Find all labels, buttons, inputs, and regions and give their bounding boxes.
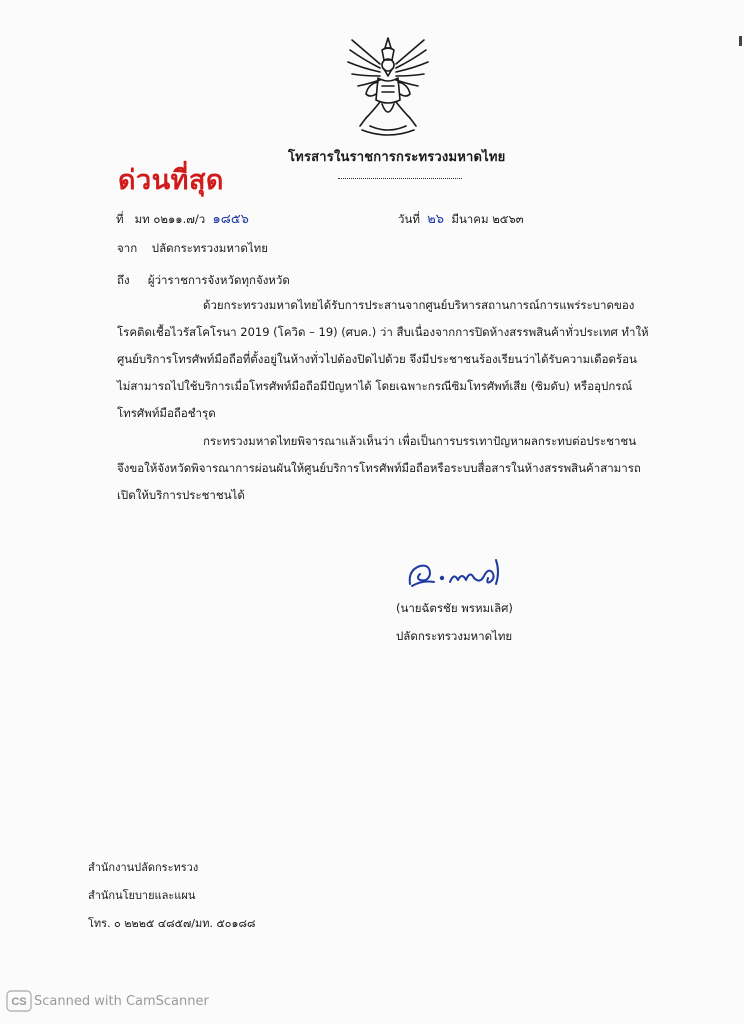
to-value: ผู้ว่าราชการจังหวัดทุกจังหวัด — [147, 273, 290, 287]
handwritten-signature-icon — [404, 556, 516, 590]
camscanner-logo-icon — [6, 990, 32, 1012]
paragraph-line: โทรศัพท์มือถือชำรุด — [117, 406, 216, 420]
reference-line — [116, 208, 249, 229]
document-title: โทรสารในราชการกระทรวงมหาดไทย — [288, 150, 506, 165]
paragraph-line: ไม่สามารถไปใช้บริการเมื่อโทรศัพท์มือถือมีปัญหาได้ โดยเฉพาะกรณีซิมโทรศัพท์เสีย (ซิมดับ) หรืออุปกรณ์ — [117, 379, 633, 393]
paragraph-line: ด้วยกระทรวงมหาดไทยได้รับการประสานจากศูนย์บริหารสถานการณ์การแพร่ระบาดของ — [203, 298, 635, 312]
garuda-emblem-icon — [342, 34, 434, 138]
from-line — [117, 240, 268, 258]
body-paragraph-1 — [117, 292, 693, 427]
signatory-name: (นายฉัตรชัย พรหมเลิศ) — [396, 601, 513, 615]
paragraph-line: เปิดให้บริการประชาชนได้ — [117, 488, 245, 502]
urgent-stamp: ด่วนที่สุด — [118, 165, 224, 196]
signatory-position: ปลัดกระทรวงมหาดไทย — [396, 629, 513, 643]
date-month-year: มีนาคม ๒๕๖๓ — [451, 212, 524, 226]
scan-edge-mark — [739, 36, 742, 46]
reference-label: ที่ — [116, 212, 124, 226]
date-label: วันที่ — [398, 212, 420, 226]
paragraph-line: ศูนย์บริการโทรศัพท์มือถือที่ตั้งอยู่ในห้างทั่วไปต้องปิดไปด้วย จึงมีประชาชนร้องเรียนว่าได้รับความเดือดร้อน — [117, 352, 637, 366]
title-dotted-line — [338, 172, 462, 179]
footer-office: สำนักงานปลัดกระทรวง — [88, 861, 199, 874]
camscanner-logo-text: CS — [11, 996, 27, 1008]
camscanner-watermark: Scanned with CamScanner — [34, 994, 209, 1009]
from-label: จาก — [117, 241, 138, 255]
to-label: ถึง — [117, 273, 130, 287]
date-line — [398, 208, 524, 229]
to-line — [117, 272, 290, 290]
from-value: ปลัดกระทรวงมหาดไทย — [151, 241, 268, 255]
body-paragraph-2 — [117, 428, 693, 509]
paragraph-line: โรคติดเชื้อไวรัสโคโรนา 2019 (โควิด – 19) (ศบค.) ว่า สืบเนื่องจากการปิดห้างสรรพสินค้าทั่วประเทศ ทำให้ — [117, 325, 649, 339]
footer-phone: โทร. ๐ ๒๒๒๕ ๔๘๕๗/มท. ๕๐๑๘๘ — [88, 917, 256, 930]
footer-division: สำนักนโยบายและแผน — [88, 889, 196, 902]
date-day-handwritten: ๒๖ — [427, 212, 445, 227]
reference-number-handwritten: ๑๘๕๖ — [212, 212, 249, 227]
reference-number: มท ๐๒๑๑.๗/ว — [134, 212, 206, 226]
paragraph-line: จึงขอให้จังหวัดพิจารณาการผ่อนผันให้ศูนย์บริการโทรศัพท์มือถือหรือระบบสื่อสารในห้างสรรพสินค้าสามารถ — [117, 461, 641, 475]
paragraph-line: กระทรวงมหาดไทยพิจารณาแล้วเห็นว่า เพื่อเป็นการบรรเทาปัญหาผลกระทบต่อประชาชน — [203, 434, 637, 448]
